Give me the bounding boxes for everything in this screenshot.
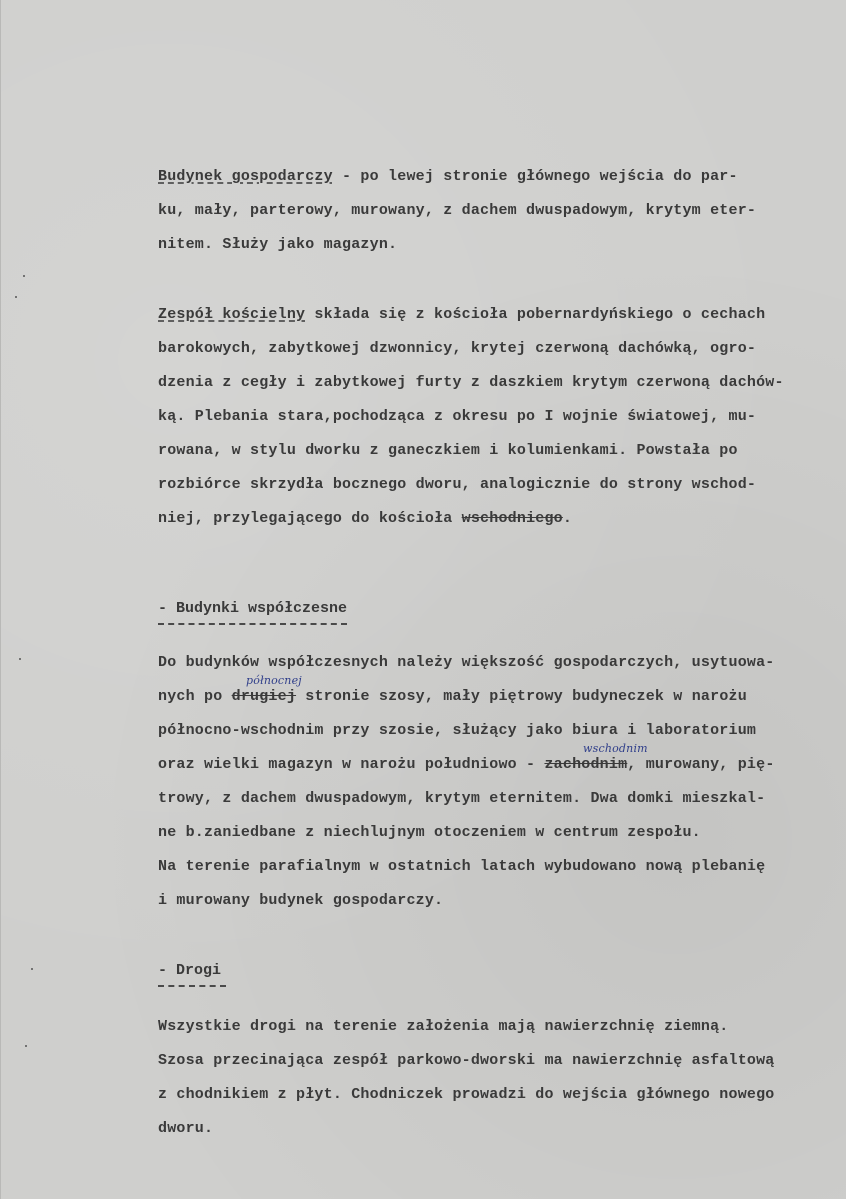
text-line: ne b.zaniedbane z niechlujnym otoczeniem w centrum zespołu.	[158, 824, 701, 841]
struck-word: wschodniego	[461, 510, 563, 527]
text-line: Szosa przecinająca zespół parkowo-dworski ma nawierzchnię asfaltową	[158, 1052, 775, 1069]
struck-word: zachodnim	[544, 756, 628, 773]
margin-speck	[25, 1045, 27, 1047]
heading-text: - Budynki współczesne	[158, 600, 348, 617]
margin-speck	[31, 968, 33, 970]
text-line: stronie szosy, mały piętrowy budyneczek w narożu	[305, 688, 747, 705]
text-line: dzenia z cegły i zabytkowej furty z daszkiem krytym czerwoną dachów-	[158, 374, 784, 391]
text-line: - po lewej stronie głównego wejścia do par-	[332, 168, 738, 185]
handwritten-insert: wschodnim	[583, 742, 648, 755]
text-line: rowana, w stylu dworku z ganeczkiem i kolumienkami. Powstała po	[158, 442, 738, 459]
section-heading-budynki	[158, 600, 347, 625]
margin-speck	[15, 296, 17, 298]
paragraph-budynki-wspolczesne	[158, 646, 775, 918]
text-line: ku, mały, parterowy, murowany, z dachem dwuspadowym, krytym eter-	[158, 202, 757, 219]
text-line: nitem. Służy jako magazyn.	[158, 236, 398, 253]
text-line: niej, przylegającego do kościoła	[158, 510, 453, 527]
margin-speck	[19, 658, 21, 660]
margin-speck	[23, 275, 25, 277]
text-line: Wszystkie drogi na terenie założenia mają nawierzchnię ziemną.	[158, 1018, 729, 1035]
term: Zespół kościelny	[158, 306, 306, 323]
heading-underline	[158, 985, 226, 987]
text-line: trowy, z dachem dwuspadowym, krytym eternitem. Dwa domki mieszkal-	[158, 790, 766, 807]
text-line: rozbiórce skrzydła bocznego dworu, analogicznie do strony wschod-	[158, 476, 757, 493]
text-line: Do budynków współczesnych należy większość gospodarczych, usytuowa-	[158, 654, 775, 671]
text-line: i murowany budynek gospodarczy.	[158, 892, 444, 909]
text-line: ką. Plebania stara,pochodząca z okresu po I wojnie światowej, mu-	[158, 408, 757, 425]
text-line: składa się z kościoła pobernardyńskiego o cechach	[305, 306, 766, 323]
section-heading-drogi	[158, 962, 226, 987]
struck-word: drugiej	[231, 688, 297, 705]
handwritten-insert: północnej	[246, 674, 302, 687]
text-line: oraz wielki magazyn w narożu południowo -	[158, 756, 536, 773]
text-line: z chodnikiem z płyt. Chodniczek prowadzi do wejścia głównego nowego	[158, 1086, 775, 1103]
period: .	[562, 510, 573, 527]
paragraph-budynek-gospodarczy	[158, 160, 756, 262]
text-line: barokowych, zabytkowej dzwonnicy, krytej czerwoną dachówką, ogro-	[158, 340, 757, 357]
heading-text: - Drogi	[158, 962, 222, 979]
paragraph-zespol-koscielny	[158, 298, 784, 536]
term: Budynek gospodarczy	[158, 168, 333, 185]
text-line: północno-wschodnim przy szosie, służący jako biura i laboratorium	[158, 722, 757, 739]
text-line: dworu.	[158, 1120, 214, 1137]
text-line: Na terenie parafialnym w ostatnich latach wybudowano nową plebanię	[158, 858, 766, 875]
heading-underline	[158, 623, 347, 625]
text-line: nych po	[158, 688, 223, 705]
text-line: , murowany, pię-	[627, 756, 775, 773]
paragraph-drogi	[158, 1010, 775, 1146]
